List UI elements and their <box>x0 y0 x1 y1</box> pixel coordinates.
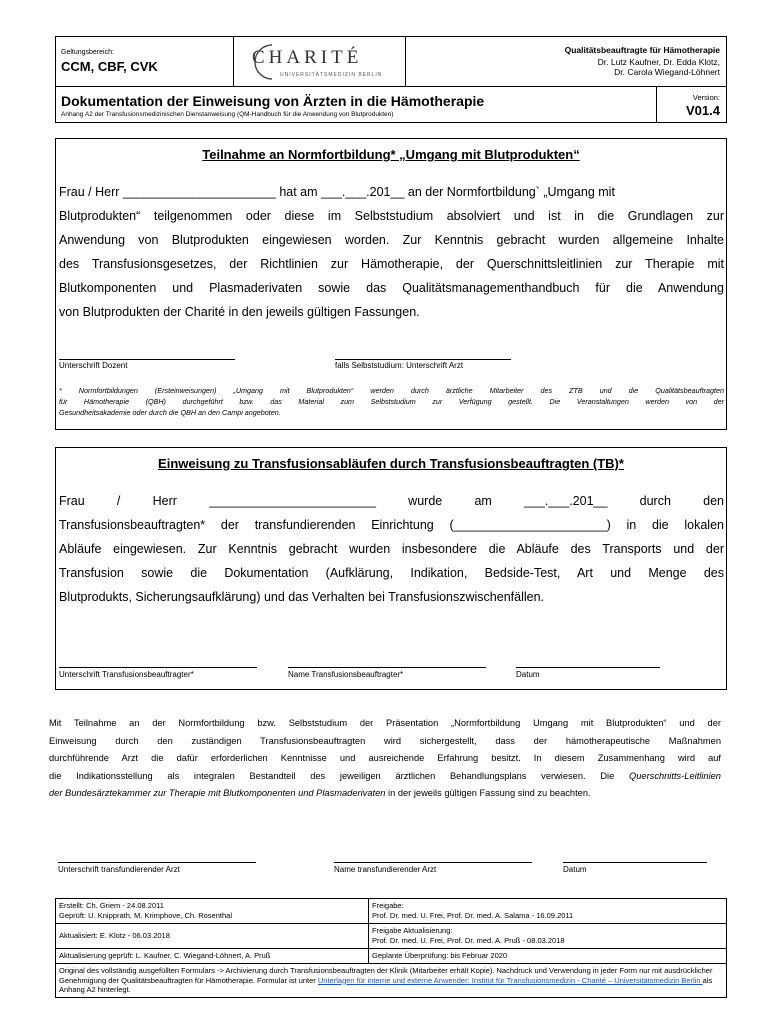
table-row <box>56 924 726 949</box>
paragraph-line <box>49 785 721 803</box>
table-cell <box>56 949 369 963</box>
section2-line <box>59 566 724 579</box>
footnote-line: * Normfortbildungen (Ersteinweisungen) „Umgang mit Blutprodukten“ werden durch ärztliche Mitarbeiter des ZTB und die Qualitätsbeauftragten <box>59 386 724 395</box>
text-justify: Abläufe eingewiesen. Zur Kenntnis gebracht wurden insbesondere die Abläufe des Transports und der <box>59 542 724 556</box>
table-row <box>56 964 726 997</box>
logo-wordmark: CHARITÉ <box>252 47 363 68</box>
date-final-label: Datum <box>563 865 587 874</box>
header-top-row <box>56 37 726 87</box>
signature-line <box>563 862 707 863</box>
sig-tb-label: Unterschrift Transfusionsbeauftragter* <box>59 670 194 679</box>
paragraph-text: in der jeweils gültigen Fassung sind zu beachten. <box>388 788 591 799</box>
paragraph-line: Einweisung durch den zuständigen Transfusionsbeauftragten wird sichergestellt, dass der hämotherapeutische Maßnahmen <box>49 735 721 746</box>
archive-note-end: als Anhang A2 hinterlegt. <box>59 975 713 994</box>
table-row <box>56 899 726 924</box>
signature-line <box>58 862 256 863</box>
checked-text: Geprüft: U. Knipprath, M. Krimphove, Ch. Rosenthal <box>59 911 232 920</box>
qb-names-line1: Dr. Lutz Kaufner, Dr. Edda Klotz, <box>597 57 720 67</box>
name-tb-label: Name Transfusionsbeauftragter* <box>288 670 404 679</box>
document-subtitle: Anhang A2 der Transfusionsmedizinischen Dienstanweisung (QM-Handbuch für die Anwendung von Blutprodukten) <box>61 111 394 118</box>
text-justify: Blutkomponenten und Plasmaderivaten sowie das Qualitätsmanagementhandbuch für die Anwendung <box>59 281 724 295</box>
table-row <box>56 949 726 964</box>
signature-line <box>516 667 660 668</box>
sig-dozent-label: Unterschrift Dozent <box>59 361 128 370</box>
text-justify: Frau / Herr ________________________ wurde am ___.___.201__ durch den <box>59 494 724 508</box>
documents-link[interactable]: Unterlagen für interne und externe Anwender: Institut für Transfusionsmedizin - Charité – Universitätsmedizin Berlin <box>317 975 703 985</box>
scope-cell <box>56 37 234 87</box>
sig-arzt-label: falls Selbststudium: Unterschrift Arzt <box>335 361 464 370</box>
signature-line <box>335 359 511 360</box>
table-cell <box>369 949 726 963</box>
paragraph-line <box>49 768 721 786</box>
signature-line <box>334 862 532 863</box>
text-justify: Anwendung von Blutprodukten eingewiesen worden. Zur Kenntnis gebracht wurden allgemeine Inhalte <box>59 233 724 247</box>
version-value: V01.4 <box>686 103 720 118</box>
name-arzt-final-label: Name transfundierender Arzt <box>334 865 437 874</box>
section2-line <box>59 494 724 507</box>
scope-label: Geltungsbereich: <box>61 49 114 56</box>
footnote <box>59 385 724 418</box>
section1-line: Frau / Herr ______________________ hat am ___.___.201__ an der Normfortbildung` „Umgang mit <box>59 185 615 199</box>
text-justify: Transfusionsbeauftragten* der transfundierenden Einrichtung (______________________) in die lokalen <box>59 518 724 532</box>
table-cell <box>369 924 726 948</box>
footnote-line: für Hämotherapie (QBH) durchgeführt bzw. das Material zum Selbststudium zur Verfügung gestellt. Die Veranstaltungen werden von der <box>59 397 724 406</box>
document-title: Dokumentation der Einweisung von Ärzten in die Hämotherapie <box>61 93 485 109</box>
paragraph-italic: Querschnitts-Leitlinien <box>629 770 721 781</box>
qb-title: Qualitätsbeauftragte für Hämotherapie <box>564 45 720 55</box>
version-label: Version: <box>692 93 720 102</box>
closing-paragraph <box>49 715 721 803</box>
paragraph-italic: der Bundesärztekammer zur Therapie mit Blutkomponenten und Plasmaderivaten <box>49 788 386 799</box>
section2-title: Einweisung zu Transfusionsabläufen durch Transfusionsbeauftragten (TB)* <box>158 456 624 471</box>
table-cell <box>56 964 726 997</box>
logo-subtitle: UNIVERSITÄTSMEDIZIN BERLIN <box>280 72 383 78</box>
text-justify: Blutprodukten“ teilgenommen oder diese im Selbststudium absolviert und ist in die Grundlagen zur <box>59 209 724 223</box>
normfortbildung-section <box>55 138 727 430</box>
section2-line: Blutprodukts, Sicherungsaufklärung) und das Verhalten bei Transfusionszwischenfällen. <box>59 590 545 604</box>
table-cell <box>56 924 369 948</box>
scope-value: CCM, CBF, CVK <box>61 59 158 74</box>
section1-line <box>59 281 724 294</box>
table-cell <box>56 899 369 923</box>
planned-review-text: Geplante Überprüfung: bis Februar 2020 <box>372 951 508 960</box>
archive-note: Original des vollständig ausgefüllten Formulars -> Archivierung durch Transfusionsbeauftragten der Klinik (Mitarbeiter erhält Kopie). Nachdruck und Verwendung in jeder Form nur mit ausdrücklicher Genehmigung der Qualitätsbeauftragten für Hämotherapie. Formular ist unter <box>59 966 713 985</box>
signature-line <box>59 359 235 360</box>
version-cell <box>656 87 726 123</box>
revision-table <box>55 898 727 998</box>
update-checked-text: Aktualisierung geprüft: L. Kaufner, C. Wiegand-Löhnert, A. Pruß <box>59 951 271 960</box>
created-text: Erstellt: Ch. Griem - 24.08.2011 <box>59 901 164 910</box>
paragraph-line: durchführende Arzt die dafür erforderlichen Kenntnisse und ausreichende Erfahrung besitzt. In diesem Zusammenhang wird auf <box>49 753 721 764</box>
release-label: Freigabe: <box>372 901 404 910</box>
section1-line: von Blutprodukten der Charité in den jeweils gültigen Fassungen. <box>59 305 420 319</box>
logo-cell <box>234 37 406 87</box>
sig-arzt-final-label: Unterschrift transfundierender Arzt <box>58 865 180 874</box>
date-label: Datum <box>516 670 540 679</box>
paragraph-text: die Indikationsstellung als integralen Bestandteil des jeweiligen ärztlichen Behandlungsplans verwiesen. Die <box>49 770 615 781</box>
document-header <box>55 36 727 123</box>
update-release-label: Freigabe Aktualisierung: <box>372 926 453 935</box>
text-justify: Transfusion sowie die Dokumentation (Aufklärung, Indikation, Bedside-Test, Art und Menge des <box>59 566 724 580</box>
signature-line <box>59 667 257 668</box>
updated-text: Aktualisiert: E. Klotz - 06.03.2018 <box>59 931 170 940</box>
qb-names-line2: Dr. Carola Wiegand-Löhnert <box>614 67 720 77</box>
footnote-line: Gesundheitsakademie oder durch die QBH an den Campi angeboten. <box>59 408 281 417</box>
einweisung-section <box>55 447 727 690</box>
table-cell <box>369 899 726 923</box>
text-justify: des Transfusionsgesetzes, der Richtlinien zur Hämotherapie, der Querschnittsleitlinien zur Therapie mit <box>59 257 724 271</box>
section1-title: Teilnahme an Normfortbildung* „Umgang mit Blutprodukten“ <box>202 147 580 162</box>
section1-line <box>59 233 724 246</box>
charite-logo <box>234 37 406 87</box>
section2-line <box>59 518 724 531</box>
qb-names <box>598 57 720 77</box>
update-release-text: Prof. Dr. med. U. Frei, Prof. Dr. med. A. Pruß - 08.03.2018 <box>372 936 565 945</box>
release-text: Prof. Dr. med. U. Frei, Prof. Dr. med. A. Salama - 16.09.2011 <box>372 911 574 920</box>
section2-line <box>59 542 724 555</box>
section1-line <box>59 257 724 270</box>
section1-line <box>59 209 724 222</box>
signature-line <box>288 667 486 668</box>
paragraph-line: Mit Teilnahme an der Normfortbildung bzw. Selbststudium der Präsentation „Normfortbildung Umgang mit Blutprodukten“ und der <box>49 718 721 728</box>
